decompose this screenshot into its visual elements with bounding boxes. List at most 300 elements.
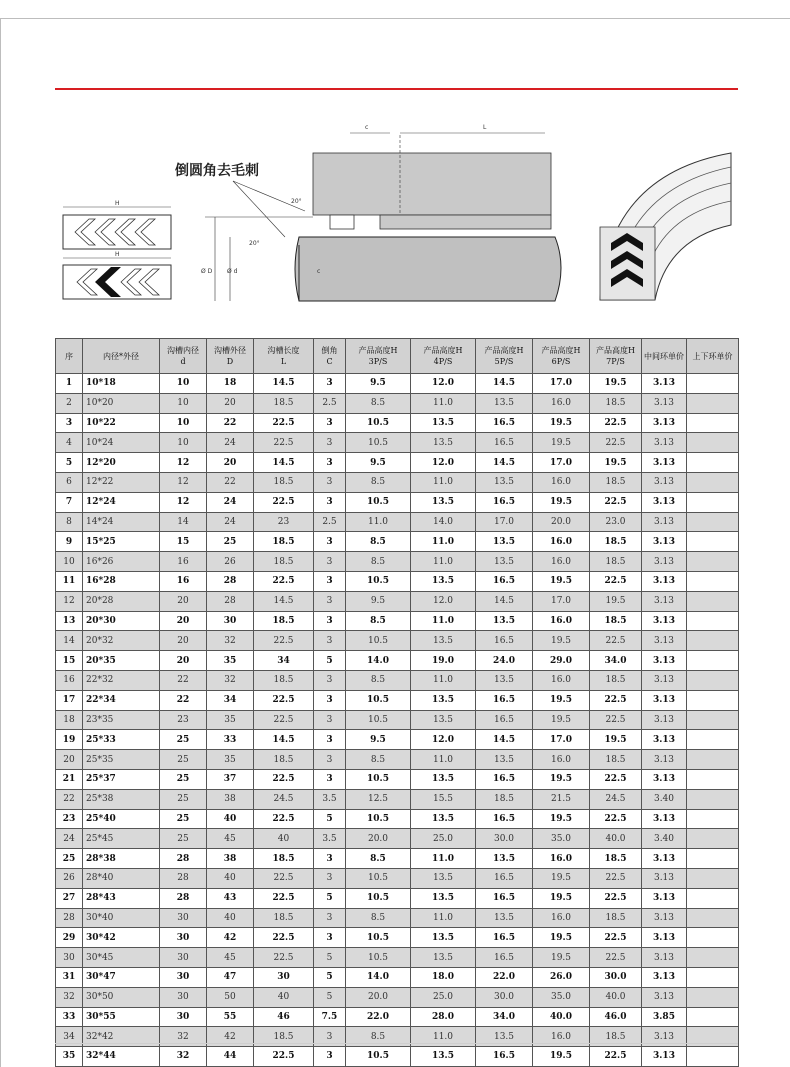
table-cell: 12*24	[83, 492, 160, 512]
table-cell: 35.0	[533, 987, 590, 1007]
table-cell: 30	[160, 908, 207, 928]
table-cell: 30*47	[83, 967, 160, 987]
table-cell: 8.5	[346, 552, 411, 572]
table-row	[56, 651, 739, 671]
table-cell: 22.5	[254, 413, 314, 433]
table-cell: 19.5	[590, 591, 642, 611]
table-cell: 24.5	[254, 789, 314, 809]
table-cell: 3	[314, 769, 346, 789]
table-cell: 13.5	[476, 908, 533, 928]
chamfer-deburr-label: 倒圆角去毛刺	[175, 163, 259, 179]
table-cell: 10*18	[83, 374, 160, 394]
table-cell: 18.0	[411, 967, 476, 987]
table-cell: 10	[160, 433, 207, 453]
table-cell: 3.13	[642, 433, 687, 453]
packing-spec-table	[55, 338, 739, 1067]
column-header-title: 产品高度H	[541, 346, 581, 355]
table-cell: 42	[207, 1027, 254, 1047]
dim-D: Ø D	[201, 268, 213, 275]
table-cell: 35	[207, 651, 254, 671]
table-cell: 18.5	[590, 1027, 642, 1047]
table-cell: 5	[314, 888, 346, 908]
table-cell: 22*32	[83, 670, 160, 690]
table-cell: 28	[207, 591, 254, 611]
table-cell: 25	[160, 750, 207, 770]
table-cell: 47	[207, 967, 254, 987]
table-row	[56, 453, 739, 473]
table-cell: 24.0	[476, 651, 533, 671]
table-cell: 22.5	[254, 809, 314, 829]
table-cell: 3.13	[642, 631, 687, 651]
packing-profile-bottom	[63, 251, 171, 299]
table-cell: 11.0	[411, 1027, 476, 1047]
table-cell: 3.13	[642, 453, 687, 473]
table-cell: 11.0	[411, 670, 476, 690]
table-cell: 14.0	[346, 967, 411, 987]
table-cell: 22.5	[590, 948, 642, 968]
table-cell: 18.5	[254, 532, 314, 552]
table-cell: 28.0	[411, 1007, 476, 1027]
table-cell: 12.0	[411, 453, 476, 473]
table-cell: 10.5	[346, 769, 411, 789]
table-row	[56, 908, 739, 928]
table-cell: 22.5	[254, 710, 314, 730]
table-cell: 22.5	[254, 690, 314, 710]
table-cell: 3.13	[642, 413, 687, 433]
table-cell: 22.5	[254, 769, 314, 789]
table-cell: 14.5	[476, 374, 533, 394]
table-cell: 19.0	[411, 651, 476, 671]
table-cell: 18.5	[590, 750, 642, 770]
table-cell: 22.5	[590, 433, 642, 453]
table-cell: 30	[254, 967, 314, 987]
table-cell: 13	[56, 611, 83, 631]
table-cell: 19.5	[533, 492, 590, 512]
packing-ring-illustration	[600, 153, 731, 300]
table-row	[56, 1007, 739, 1027]
table-cell: 34	[254, 651, 314, 671]
column-header-symbol: D	[226, 357, 234, 366]
table-cell: 55	[207, 1007, 254, 1027]
table-cell: 22.5	[254, 631, 314, 651]
table-cell: 8.5	[346, 532, 411, 552]
table-cell: 3	[314, 868, 346, 888]
table-row	[56, 571, 739, 591]
table-cell	[687, 829, 739, 849]
column-header	[346, 339, 411, 374]
table-cell: 30*42	[83, 928, 160, 948]
column-header	[411, 339, 476, 374]
table-cell: 28	[207, 571, 254, 591]
table-cell: 12	[160, 492, 207, 512]
table-cell: 3	[314, 492, 346, 512]
table-cell: 3.13	[642, 928, 687, 948]
table-cell: 10	[160, 413, 207, 433]
table-cell: 18	[56, 710, 83, 730]
table-cell: 35	[207, 750, 254, 770]
table-cell: 18.5	[254, 472, 314, 492]
table-cell	[687, 809, 739, 829]
table-cell: 13.5	[476, 611, 533, 631]
table-cell: 35	[56, 1047, 83, 1067]
table-cell: 16.5	[476, 769, 533, 789]
table-cell: 16.5	[476, 948, 533, 968]
table-cell: 26	[207, 552, 254, 572]
table-cell: 25*40	[83, 809, 160, 829]
column-header	[56, 339, 83, 374]
table-cell: 3.13	[642, 651, 687, 671]
table-cell: 30	[207, 611, 254, 631]
table-cell: 22.5	[254, 888, 314, 908]
column-header-title: 产品高度H	[596, 346, 635, 355]
table-cell: 23	[160, 710, 207, 730]
table-cell: 3	[314, 631, 346, 651]
table-cell: 22.5	[590, 710, 642, 730]
table-cell: 3.5	[314, 789, 346, 809]
table-cell: 3.13	[642, 750, 687, 770]
table-cell: 10.5	[346, 948, 411, 968]
table-cell: 13.5	[411, 948, 476, 968]
table-cell: 9.5	[346, 453, 411, 473]
table-cell: 16.0	[533, 611, 590, 631]
table-cell: 40	[254, 987, 314, 1007]
table-cell: 3	[314, 413, 346, 433]
table-cell: 3.13	[642, 532, 687, 552]
table-cell: 18.5	[590, 472, 642, 492]
table-cell: 13.5	[411, 492, 476, 512]
table-cell: 30*55	[83, 1007, 160, 1027]
table-row	[56, 670, 739, 690]
table-cell: 3.13	[642, 690, 687, 710]
table-row	[56, 591, 739, 611]
table-cell	[687, 651, 739, 671]
table-cell: 24	[207, 433, 254, 453]
table-cell: 5	[56, 453, 83, 473]
table-cell: 10*22	[83, 413, 160, 433]
table-cell: 18.5	[254, 611, 314, 631]
column-header-symbol: 4P/S	[433, 357, 453, 366]
table-cell	[687, 393, 739, 413]
table-cell: 50	[207, 987, 254, 1007]
table-cell: 3	[314, 908, 346, 928]
table-cell: 3	[314, 433, 346, 453]
table-cell: 30.0	[590, 967, 642, 987]
table-cell: 10.5	[346, 710, 411, 730]
table-cell: 14.0	[346, 651, 411, 671]
table-cell: 2	[56, 393, 83, 413]
table-row	[56, 809, 739, 829]
table-cell: 30	[160, 928, 207, 948]
dim-c-bottom: c	[317, 268, 321, 275]
table-cell: 3	[314, 1047, 346, 1067]
table-cell	[687, 591, 739, 611]
table-cell: 3.13	[642, 591, 687, 611]
table-cell: 12.5	[346, 789, 411, 809]
table-cell: 40.0	[590, 829, 642, 849]
table-cell: 34	[56, 1027, 83, 1047]
table-cell: 3	[314, 730, 346, 750]
table-cell	[687, 750, 739, 770]
table-cell: 8.5	[346, 670, 411, 690]
table-cell	[687, 374, 739, 394]
dim-c-top: c	[365, 124, 369, 131]
table-cell: 13.5	[411, 571, 476, 591]
table-cell: 3	[314, 750, 346, 770]
table-cell: 5	[314, 948, 346, 968]
table-cell: 9	[56, 532, 83, 552]
table-cell: 24	[207, 512, 254, 532]
table-cell: 30*40	[83, 908, 160, 928]
table-cell: 20	[207, 393, 254, 413]
table-cell: 10*24	[83, 433, 160, 453]
table-cell: 10.5	[346, 809, 411, 829]
table-cell: 30	[160, 1007, 207, 1027]
table-cell: 10.5	[346, 1047, 411, 1067]
table-row	[56, 472, 739, 492]
table-cell: 16.5	[476, 690, 533, 710]
table-cell: 13.5	[476, 1027, 533, 1047]
table-cell: 35.0	[533, 829, 590, 849]
table-row	[56, 730, 739, 750]
table-cell: 10	[160, 393, 207, 413]
table-cell: 3.13	[642, 769, 687, 789]
table-cell: 10.5	[346, 492, 411, 512]
table-cell: 3.13	[642, 611, 687, 631]
table-cell: 16.5	[476, 1047, 533, 1067]
table-cell: 3.13	[642, 809, 687, 829]
table-cell: 10.5	[346, 888, 411, 908]
table-cell: 3.13	[642, 710, 687, 730]
table-cell: 15.5	[411, 789, 476, 809]
table-cell: 32	[160, 1027, 207, 1047]
table-cell: 22.5	[590, 492, 642, 512]
column-header	[83, 339, 160, 374]
table-cell: 43	[207, 888, 254, 908]
table-cell: 13.5	[411, 631, 476, 651]
column-header	[533, 339, 590, 374]
table-cell: 16.0	[533, 532, 590, 552]
table-cell: 3.13	[642, 908, 687, 928]
table-cell: 16.0	[533, 750, 590, 770]
table-cell	[687, 433, 739, 453]
table-cell: 29.0	[533, 651, 590, 671]
table-cell: 20	[207, 453, 254, 473]
table-cell: 20	[160, 591, 207, 611]
table-cell: 5	[314, 809, 346, 829]
column-header-title: 序	[65, 351, 73, 361]
table-cell: 28*43	[83, 888, 160, 908]
table-cell: 3	[314, 1027, 346, 1047]
table-cell: 25	[207, 532, 254, 552]
table-cell: 15	[160, 532, 207, 552]
table-cell: 32	[56, 987, 83, 1007]
table-cell: 22.5	[254, 928, 314, 948]
table-cell: 3.13	[642, 888, 687, 908]
table-cell: 3	[314, 849, 346, 869]
table-cell: 20*28	[83, 591, 160, 611]
table-cell: 16.0	[533, 670, 590, 690]
table-cell: 3	[314, 591, 346, 611]
table-cell: 16	[160, 552, 207, 572]
table-cell: 4	[56, 433, 83, 453]
table-cell: 29	[56, 928, 83, 948]
packing-profile-top	[63, 200, 171, 249]
table-cell: 26	[56, 868, 83, 888]
table-cell: 23.0	[590, 512, 642, 532]
table-row	[56, 611, 739, 631]
table-cell: 3	[314, 670, 346, 690]
table-cell	[687, 631, 739, 651]
table-cell: 12	[160, 453, 207, 473]
table-cell: 3.13	[642, 492, 687, 512]
table-cell: 34.0	[590, 651, 642, 671]
table-cell: 32	[207, 670, 254, 690]
page-frame-left	[0, 18, 1, 1067]
table-cell: 18.5	[254, 670, 314, 690]
table-cell: 20*30	[83, 611, 160, 631]
footer-rule	[55, 1043, 738, 1044]
table-cell: 18.5	[590, 532, 642, 552]
table-cell: 3	[314, 453, 346, 473]
table-cell: 13.5	[476, 552, 533, 572]
table-cell: 19.5	[533, 690, 590, 710]
table-cell: 16*28	[83, 571, 160, 591]
table-cell: 10*20	[83, 393, 160, 413]
table-cell: 10.5	[346, 433, 411, 453]
table-cell: 10.5	[346, 631, 411, 651]
table-cell	[687, 868, 739, 888]
table-cell: 26.0	[533, 967, 590, 987]
table-cell: 3.13	[642, 868, 687, 888]
table-cell: 16.0	[533, 552, 590, 572]
dim-angle-top: 20°	[291, 198, 302, 205]
table-cell	[687, 1007, 739, 1027]
table-cell: 3.13	[642, 1047, 687, 1067]
table-cell: 22.5	[590, 868, 642, 888]
table-cell: 22.5	[254, 1047, 314, 1067]
table-cell: 18.5	[254, 1027, 314, 1047]
table-cell: 21.5	[533, 789, 590, 809]
table-cell: 8.5	[346, 750, 411, 770]
table-cell: 8.5	[346, 1027, 411, 1047]
table-cell: 16.5	[476, 433, 533, 453]
table-cell: 18.5	[590, 670, 642, 690]
table-cell	[687, 532, 739, 552]
table-cell: 23	[254, 512, 314, 532]
table-row	[56, 492, 739, 512]
table-cell: 3	[314, 928, 346, 948]
table-cell: 40.0	[590, 987, 642, 1007]
table-cell: 16.0	[533, 472, 590, 492]
column-header-title: 上下环单价	[692, 351, 733, 361]
column-header	[314, 339, 346, 374]
table-cell: 30.0	[476, 987, 533, 1007]
table-cell: 13.5	[411, 868, 476, 888]
dim-H-bottom: H	[115, 251, 120, 258]
table-cell: 38	[207, 849, 254, 869]
table-cell: 11.0	[411, 393, 476, 413]
table-cell: 8	[56, 512, 83, 532]
table-cell	[687, 552, 739, 572]
table-cell: 13.5	[411, 690, 476, 710]
table-cell: 18.5	[254, 750, 314, 770]
table-cell: 22	[207, 413, 254, 433]
column-header-title: 沟槽内径	[167, 346, 199, 355]
table-cell: 34.0	[476, 1007, 533, 1027]
table-row	[56, 789, 739, 809]
table-cell: 20.0	[346, 987, 411, 1007]
column-header	[687, 339, 739, 374]
table-row	[56, 552, 739, 572]
table-cell: 22.5	[254, 492, 314, 512]
table-cell	[687, 413, 739, 433]
table-cell: 22*34	[83, 690, 160, 710]
table-cell	[687, 948, 739, 968]
table-cell	[687, 571, 739, 591]
table-header-row	[56, 339, 739, 374]
table-cell: 19.5	[590, 453, 642, 473]
table-cell: 19.5	[533, 1047, 590, 1067]
table-cell: 14	[160, 512, 207, 532]
column-header-symbol: 6P/S	[551, 357, 571, 366]
column-header	[590, 339, 642, 374]
table-cell: 3.13	[642, 552, 687, 572]
table-cell: 19	[56, 730, 83, 750]
table-cell: 3	[314, 552, 346, 572]
table-cell: 38	[207, 789, 254, 809]
table-cell: 13.5	[411, 928, 476, 948]
table-cell: 22.5	[590, 1047, 642, 1067]
table-cell: 22.0	[346, 1007, 411, 1027]
table-cell: 22	[56, 789, 83, 809]
table-cell: 18.5	[476, 789, 533, 809]
table-cell: 12*20	[83, 453, 160, 473]
table-cell	[687, 453, 739, 473]
table-cell: 14	[56, 631, 83, 651]
table-cell: 35	[207, 710, 254, 730]
table-cell: 10	[56, 552, 83, 572]
table-row	[56, 967, 739, 987]
table-cell: 16.0	[533, 908, 590, 928]
table-cell: 10.5	[346, 868, 411, 888]
table-cell: 12	[56, 591, 83, 611]
table-cell: 3	[314, 690, 346, 710]
dim-L: L	[483, 124, 487, 131]
table-cell	[687, 849, 739, 869]
table-cell: 17.0	[533, 453, 590, 473]
table-cell: 45	[207, 948, 254, 968]
table-cell: 9.5	[346, 730, 411, 750]
table-cell: 3.40	[642, 829, 687, 849]
table-cell: 14.5	[254, 374, 314, 394]
table-cell: 16.5	[476, 809, 533, 829]
dim-angle-bottom: 20°	[249, 240, 260, 247]
table-cell: 3.13	[642, 1027, 687, 1047]
table-cell: 32	[160, 1047, 207, 1067]
table-cell: 3.13	[642, 670, 687, 690]
header-red-rule	[55, 88, 738, 90]
table-cell: 12.0	[411, 374, 476, 394]
table-cell: 32*44	[83, 1047, 160, 1067]
table-cell: 22.5	[590, 928, 642, 948]
table-cell: 45	[207, 829, 254, 849]
table-cell	[687, 670, 739, 690]
table-cell: 28	[160, 888, 207, 908]
table-cell: 13.5	[476, 849, 533, 869]
table-cell: 22	[160, 670, 207, 690]
dim-H-top: H	[115, 200, 120, 207]
table-row	[56, 849, 739, 869]
